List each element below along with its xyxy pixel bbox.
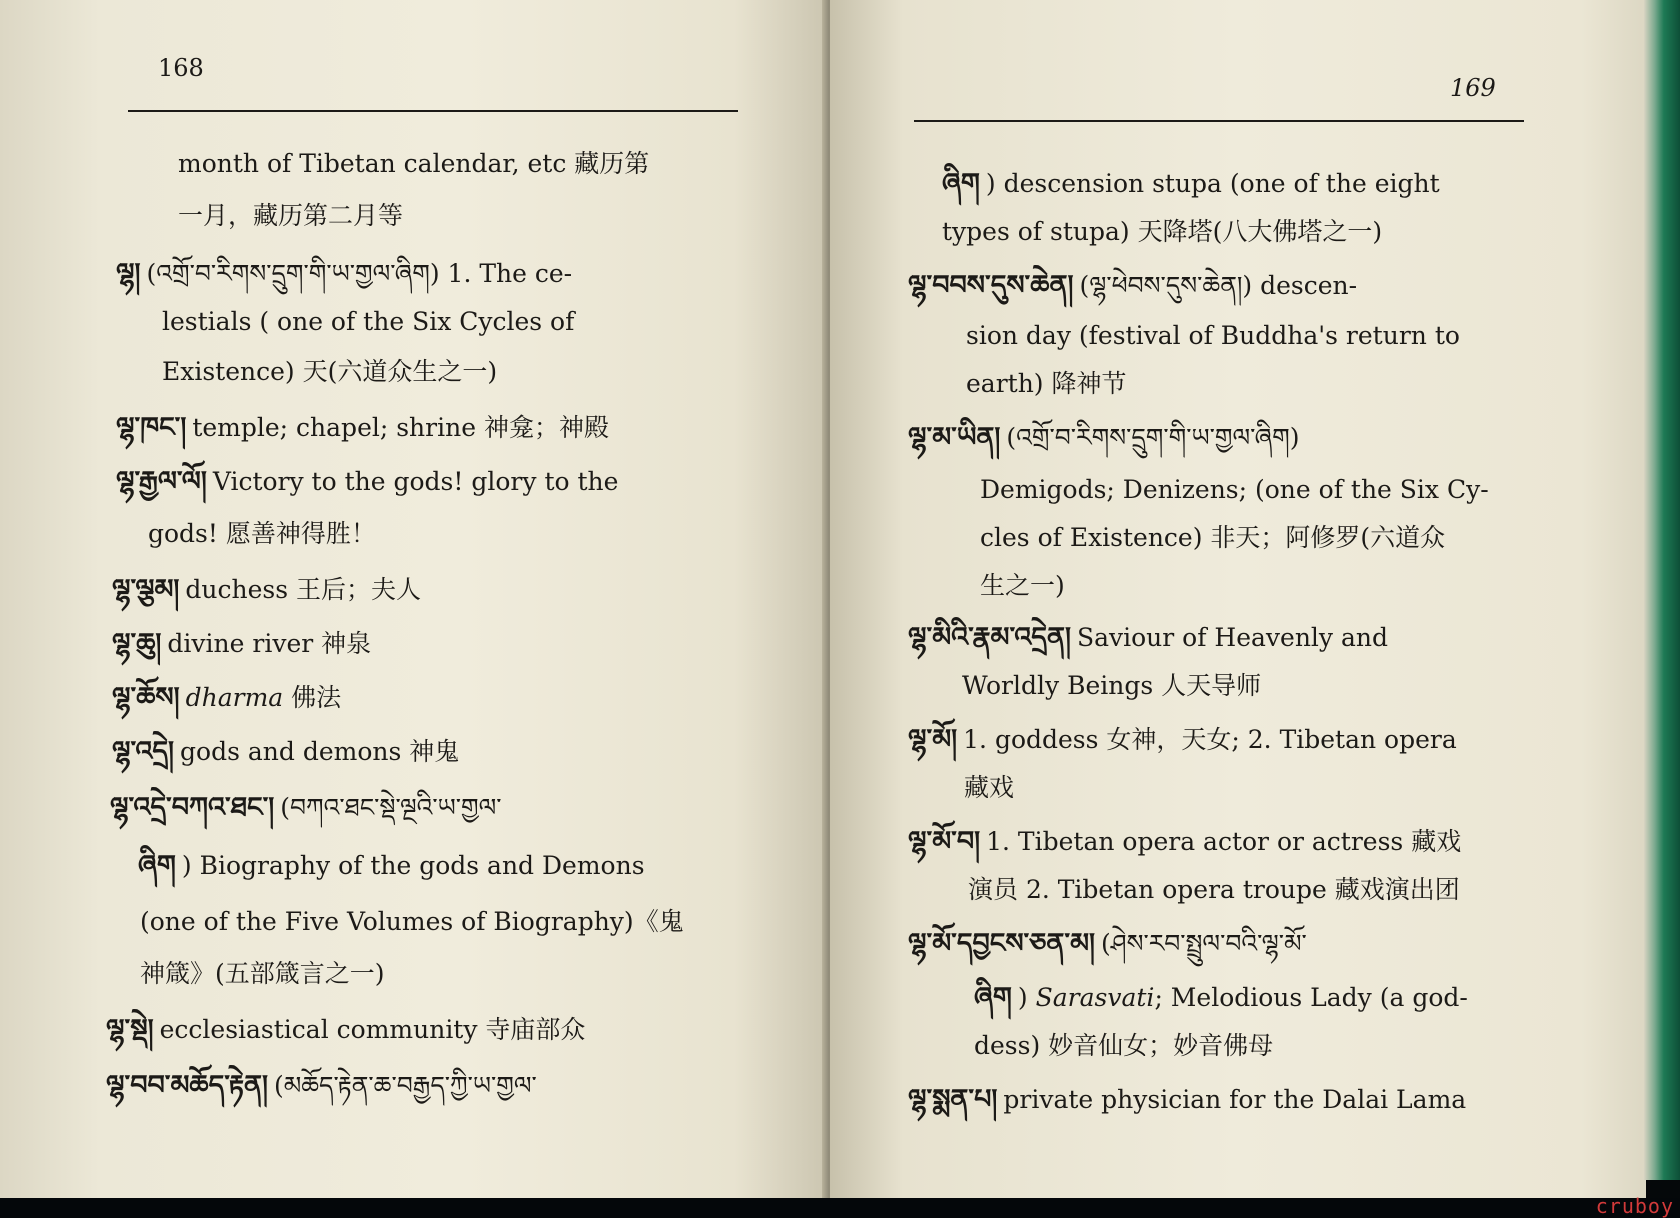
- headword: ལྷ་ལྕམ།: [112, 574, 180, 605]
- dictionary-entry: ལྷ་སྨན་པ། private physician for the Dalai Lama: [908, 1084, 1467, 1115]
- watermark: cruboy: [1595, 1194, 1674, 1218]
- headword: ལྷ་མིའི་རྣམ་འདྲེན།: [908, 622, 1071, 653]
- dictionary-entry: ལྷ་བབ་མཆོད་རྟེན། (མཆོད་རྟེན་ཆ་བརྒྱད་ཀྱི་ཡ་གྱལ་: [106, 1070, 537, 1101]
- dictionary-entry: ལྷ་སྡེ། ecclesiastical community 寺庙部众: [106, 1014, 586, 1045]
- dictionary-line: 神箴》(五部箴言之一): [140, 959, 385, 988]
- dictionary-line: 藏戏: [964, 773, 1015, 802]
- headword: ལྷ།: [116, 258, 141, 289]
- dictionary-line: gods! 愿善神得胜！: [148, 519, 376, 548]
- dictionary-entry: ལྷ་མོ་བ། 1. Tibetan opera actor or actress 藏戏: [908, 826, 1462, 857]
- dictionary-line: (one of the Five Volumes of Biography)《鬼: [140, 907, 684, 936]
- headword: ལྷ་འདྲེ།: [112, 736, 175, 767]
- scan-border: [0, 1198, 1680, 1218]
- dictionary-entry: ལྷ་ཆུ། divine river 神泉: [112, 628, 372, 659]
- dictionary-line: sion day (festival of Buddha's return to: [966, 321, 1460, 350]
- dictionary-line: month of Tibetan calendar, etc 藏历第: [178, 149, 650, 178]
- dictionary-entry: ལྷ་ཆོས། dharma 佛法: [112, 682, 342, 713]
- book-cover-edge: [1644, 0, 1680, 1180]
- headword: ལྷ་བབས་དུས་ཆེན།: [908, 270, 1074, 301]
- headword: ལྷ་རྒྱལ་ལོ།: [116, 466, 207, 497]
- headword: ལྷ་ཆུ།: [112, 628, 162, 659]
- page-number: 169: [1450, 74, 1496, 102]
- headword: ལྷ་སྡེ།: [106, 1014, 154, 1045]
- headword: ལྷ་སྨན་པ།: [908, 1084, 998, 1115]
- dictionary-entry: ལྷ་ལྕམ། duchess 王后；夫人: [112, 574, 422, 605]
- headword: ལྷ་མོ་བ།: [908, 826, 981, 857]
- dictionary-line: 演员 2. Tibetan opera troupe 藏戏演出团: [968, 875, 1460, 904]
- page-number: 168: [158, 54, 204, 82]
- dictionary-entry: ལྷ་བབས་དུས་ཆེན། (ལྷ་ཕེབས་དུས་ཆེན།) descen-: [908, 270, 1358, 301]
- headword: ལྷ་མོ་དབྱངས་ཅན་མ།: [908, 928, 1096, 959]
- dictionary-entry: ལྷ་འདྲེ། gods and demons 神鬼: [112, 736, 460, 767]
- dictionary-entry: ལྷ་རྒྱལ་ལོ། Victory to the gods! glory to the: [116, 466, 619, 497]
- dictionary-line: Worldly Beings 人天导师: [962, 671, 1262, 700]
- dictionary-line: ཞིག ) Biography of the gods and Demons: [138, 850, 645, 881]
- dictionary-line: types of stupa) 天降塔(八大佛塔之一): [942, 217, 1383, 246]
- dictionary-line: Demigods; Denizens; (one of the Six Cy-: [980, 475, 1489, 504]
- dictionary-line: ཞིག ) Sarasvati; Melodious Lady (a god-: [974, 982, 1468, 1013]
- dictionary-entry: ལྷ་མིའི་རྣམ་འདྲེན། Saviour of Heavenly and: [908, 622, 1389, 653]
- dictionary-line: dess) 妙音仙女；妙音佛母: [974, 1031, 1274, 1060]
- dictionary-line: ཞིག ) descension stupa (one of the eight: [942, 168, 1440, 199]
- headword: ལྷ་ཁང་།: [116, 412, 187, 443]
- headword: ལྷ་འདྲེ་བཀའ་ཐང་།: [110, 792, 275, 823]
- right-page: [830, 0, 1646, 1202]
- headword: ལྷ་བབ་མཆོད་རྟེན།: [106, 1070, 268, 1101]
- dictionary-line: 生之一): [980, 571, 1065, 600]
- dictionary-line: lestials ( one of the Six Cycles of: [162, 307, 575, 336]
- header-rule: [914, 120, 1524, 122]
- dictionary-line: 一月，藏历第二月等: [178, 201, 404, 230]
- dictionary-line: cles of Existence) 非天；阿修罗(六道众: [980, 523, 1446, 552]
- dictionary-entry: ལྷ་མ་ཡིན། (འགྲོ་བ་རིགས་དྲུག་གི་ཡ་གྱལ་ཞིག): [908, 422, 1300, 453]
- dictionary-entry: ལྷ་མོ་དབྱངས་ཅན་མ། (ཤེས་རབ་སྤྲུལ་བའི་ལྷ་མོ་: [908, 928, 1307, 959]
- left-page: [0, 0, 834, 1202]
- header-rule: [128, 110, 738, 112]
- headword: ལྷ་ཆོས།: [112, 682, 180, 713]
- dictionary-entry: ལྷ་འདྲེ་བཀའ་ཐང་། (བཀའ་ཐང་སྡེ་ལྔའི་ཡ་གྱལ་: [110, 792, 502, 823]
- dictionary-line: Existence) 天(六道众生之一): [162, 357, 498, 386]
- dictionary-entry: ལྷ་མོ། 1. goddess 女神，天女; 2. Tibetan opera: [908, 724, 1457, 755]
- dictionary-entry: ལྷ་ཁང་། temple; chapel; shrine 神龛；神殿: [116, 412, 609, 443]
- headword: ལྷ་མ་ཡིན།: [908, 422, 1001, 453]
- dictionary-line: earth) 降神节: [966, 369, 1127, 398]
- dictionary-entry: ལྷ། (འགྲོ་བ་རིགས་དྲུག་གི་ཡ་གྱལ་ཞིག) 1. The ce-: [116, 258, 573, 289]
- headword: ལྷ་མོ།: [908, 724, 958, 755]
